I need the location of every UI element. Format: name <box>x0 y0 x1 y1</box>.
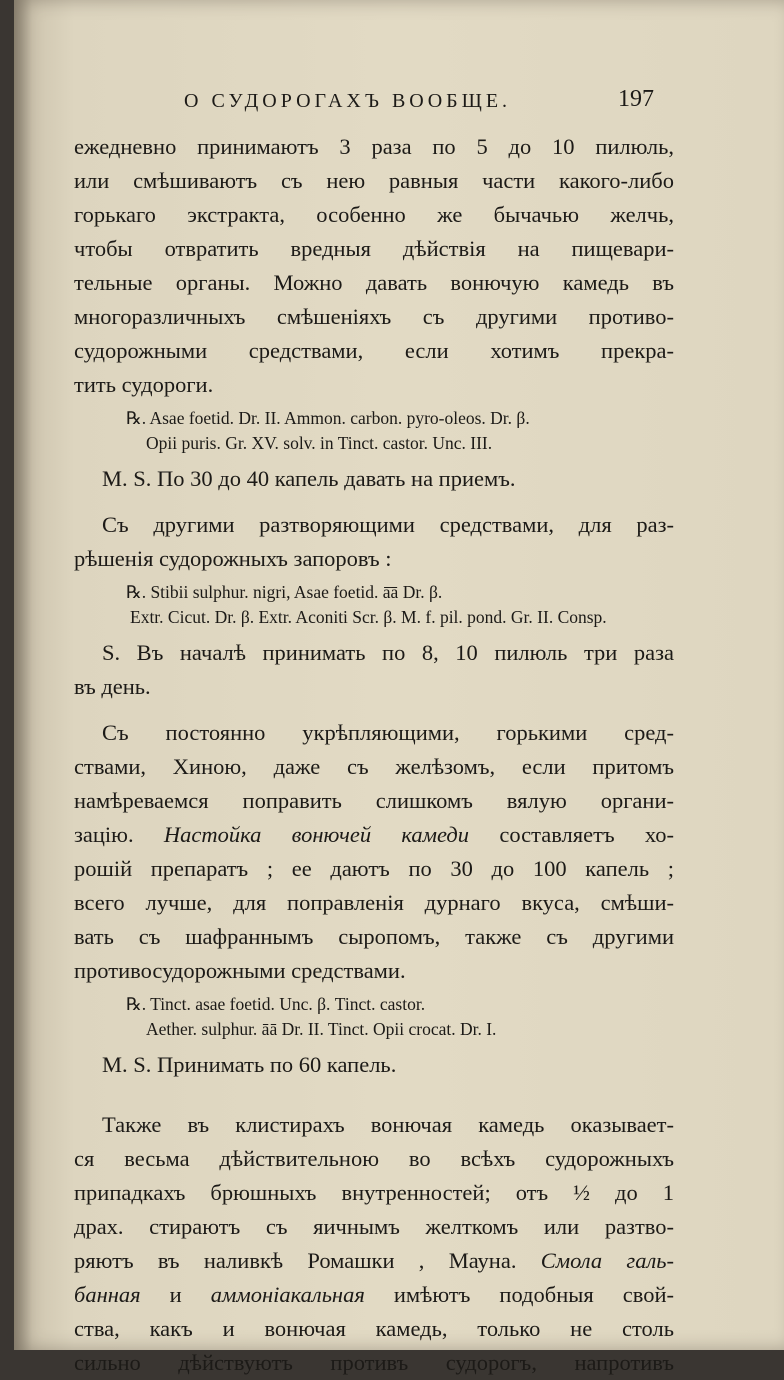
prescription-line: Opii puris. Gr. XV. solv. in Tinct. castor. Unc. III. <box>146 433 493 453</box>
text-line <box>74 818 674 852</box>
text-line: противосудорожными средствами. <box>74 958 406 983</box>
text-line: намѣреваемся поправить слишкомъ вялую органи- <box>74 788 674 813</box>
italic-term: аммоніакальная <box>210 1282 365 1307</box>
text-line: вать съ шафраннымъ сыропомъ, также съ другими <box>74 924 674 949</box>
prescription-line: Aether. sulphur. āā Dr. II. Tinct. Opii crocat. Dr. I. <box>146 1019 497 1039</box>
text-line: многоразличныхъ смѣшеніяхъ съ другими противо- <box>74 304 674 329</box>
text-line: S. Въ началѣ принимать по 8, 10 пилюль три раза <box>102 640 674 665</box>
running-head: О СУДОРОГАХЪ ВООБЩЕ. <box>184 90 512 112</box>
prescription-line: Extr. Cicut. Dr. β. Extr. Aconiti Scr. β. M. f. pil. pond. Gr. II. Consp. <box>130 607 607 627</box>
text-line: Также въ клистирахъ вонючая камедь оказывает- <box>102 1112 674 1137</box>
text-line: горькаго экстракта, особенно же бычачью желчь, <box>74 202 674 227</box>
text-line: ся весьма дѣйствительною во всѣхъ судорожныхъ <box>74 1146 674 1171</box>
text-line: тить судороги. <box>74 372 214 397</box>
text-line: въ день. <box>74 674 151 699</box>
text-line: ствами, Хиною, даже съ желѣзомъ, если притомъ <box>74 754 674 779</box>
text-span: составляетъ хо- <box>499 822 675 847</box>
text-line: рѣшенія судорожныхъ запоровъ : <box>74 546 392 571</box>
dosage-line: M. S. По 30 до 40 капель давать на приемъ. <box>102 466 516 491</box>
text-line: рошій препаратъ ; ее даютъ по 30 до 100 капель ; <box>74 856 674 881</box>
text-line: драх. стираютъ съ яичнымъ желткомъ или разтво- <box>74 1214 674 1239</box>
text-line: ежедневно принимаютъ 3 раза по 5 до 10 пилюль, <box>74 134 674 159</box>
prescription-3 <box>74 992 674 1042</box>
paragraph-4 <box>74 1108 674 1380</box>
dosage-2 <box>74 636 674 704</box>
text-line: Съ постоянно укрѣпляющими, горькими сред- <box>102 720 674 745</box>
paragraph-1 <box>74 130 674 402</box>
italic-term: банная <box>74 1282 141 1307</box>
prescription-line: ℞. Asae foetid. Dr. II. Ammon. carbon. pyro-oleos. Dr. β. <box>126 408 530 428</box>
text-line <box>74 1278 674 1312</box>
prescription-line: ℞. Stibii sulphur. nigri, Asae foetid. ā̄ā Dr. β. <box>126 582 443 602</box>
page-number: 197 <box>618 86 654 112</box>
paragraph-3 <box>74 716 674 988</box>
text-line: тельные органы. Можно давать вонючую камедь въ <box>74 270 674 295</box>
book-page <box>14 0 784 1375</box>
text-span: и <box>169 1282 182 1307</box>
text-line: сильно дѣйствуютъ противъ судорогъ, напротивъ <box>74 1350 674 1375</box>
page-body <box>74 130 674 1380</box>
prescription-1 <box>74 406 674 456</box>
page-header <box>14 86 784 118</box>
text-line: Съ другими разтворяющими средствами, для раз- <box>102 512 674 537</box>
text-line: или смѣшиваютъ съ нею равныя части какого-либо <box>74 168 674 193</box>
prescription-line: ℞. Tinct. asae foetid. Unc. β. Tinct. castor. <box>126 994 426 1014</box>
prescription-2 <box>74 580 674 630</box>
text-line: ства, какъ и вонючая камедь, только не столь <box>74 1316 674 1341</box>
paragraph-2 <box>74 508 674 576</box>
text-line: припадкахъ брюшныхъ внутренностей; отъ ½ до 1 <box>74 1180 674 1205</box>
text-line: всего лучше, для поправленія дурнаго вкуса, смѣши- <box>74 890 674 915</box>
text-line: чтобы отвратить вредныя дѣйствія на пищевари- <box>74 236 674 261</box>
text-span: зацію. <box>74 822 134 847</box>
text-line <box>74 1244 674 1278</box>
italic-term: Смола галь- <box>540 1248 674 1273</box>
text-span: имѣютъ подобныя свой- <box>393 1282 675 1307</box>
text-span: ряютъ въ наливкѣ Ромашки , Мауна. <box>74 1248 517 1273</box>
text-line: судорожными средствами, если хотимъ прекра- <box>74 338 674 363</box>
italic-term: Настойка вонючей камеди <box>163 822 470 847</box>
dosage-line: M. S. Принимать по 60 капель. <box>102 1052 397 1077</box>
